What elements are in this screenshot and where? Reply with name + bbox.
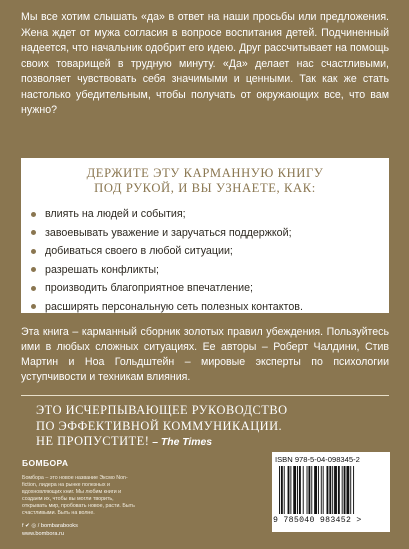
quote-line-2: ПО ЭФФЕКТИВНОЙ КОММУНИКАЦИИ. (36, 418, 283, 433)
list-item (27, 298, 383, 317)
publisher-description: Бомбора – это новое название Эксмо Non-fiction, лидера на рынке полезных и вдохновляющих книг. Мы любим книги и создаем их, чтобы вы могли творить, открывать мир, пробовать новое, расти. Быть счастливыми. Быть на волне. (22, 475, 135, 516)
benefits-headline-line-2: ПОД РУКОЙ, И ВЫ УЗНАЕТЕ, КАК: (94, 181, 316, 195)
list-item-text: разрешать конфликты; (45, 263, 160, 276)
divider (21, 395, 389, 396)
quote-line-3 (36, 434, 376, 451)
benefits-headline (31, 166, 379, 196)
social-handle: f ✔ ◎ / bombarabooks (22, 523, 78, 529)
benefits-list (27, 205, 383, 316)
bullet-icon (31, 230, 36, 235)
benefits-headline-line-1: ДЕРЖИТЕ ЭТУ КАРМАННУЮ КНИГУ (86, 166, 324, 180)
list-item (27, 279, 383, 298)
isbn-text: ISBN 978-5-04-098345-2 (275, 455, 360, 464)
list-item (27, 224, 383, 243)
list-item-text: производить благоприятное впечатление; (45, 282, 253, 295)
summary-paragraph: Эта книга – карманный сборник золотых правил убеждения. Пользуйтесь ими в любых сложных ситуациях. Ее авторы – Роберт Чалдини, Стив Мартин и Ноа Гольдштейн – мировые эксперты по психологии уступчивости и техникам влияния. (21, 326, 389, 383)
press-quote (36, 403, 376, 451)
barcode-block (272, 452, 390, 532)
publisher-logo: БОМБОРА (22, 458, 69, 468)
list-item-text: расширять персональную сеть полезных контактов. (45, 300, 303, 313)
list-item-text: влиять на людей и события; (45, 208, 186, 221)
bullet-icon (31, 286, 36, 291)
bullet-icon (31, 249, 36, 254)
list-item (27, 242, 383, 261)
bullet-icon (31, 304, 36, 309)
barcode-digits: 9 785040 983452 > (273, 516, 362, 525)
bullet-icon (31, 212, 36, 217)
benefits-box (21, 158, 389, 313)
publisher-contacts (22, 523, 78, 538)
quote-line-1: ЭТО ИСЧЕРПЫВАЮЩЕЕ РУКОВОДСТВО (36, 403, 288, 417)
list-item-text: завоевывать уважение и заручаться поддержкой; (45, 226, 292, 239)
list-item (27, 261, 383, 280)
intro-block (21, 10, 389, 150)
quote-line-3-text: НЕ ПРОПУСТИТЕ! (36, 434, 150, 448)
list-item-text: добиваться своего в любой ситуации; (45, 245, 233, 258)
bullet-icon (31, 267, 36, 272)
quote-source: – The Times (149, 437, 213, 448)
website-link: www.bombora.ru (22, 530, 64, 537)
barcode-icon (278, 466, 384, 516)
intro-paragraph: Мы все хотим слышать «да» в ответ на наши просьбы или предложения. Жена ждет от мужа согласия в вопросе воспитания детей. Подчиненный надеется, что начальник одобрит его идею. Друг рассчитывает на помощь своих товарищей в трудную минуту. «Да» делает нас счастливыми, позволяет чувствовать себя значимыми и ценными. Так как же стать настолько убедительным, чтобы получать от окружающих все, что вам нужно? (21, 11, 389, 116)
list-item (27, 205, 383, 224)
